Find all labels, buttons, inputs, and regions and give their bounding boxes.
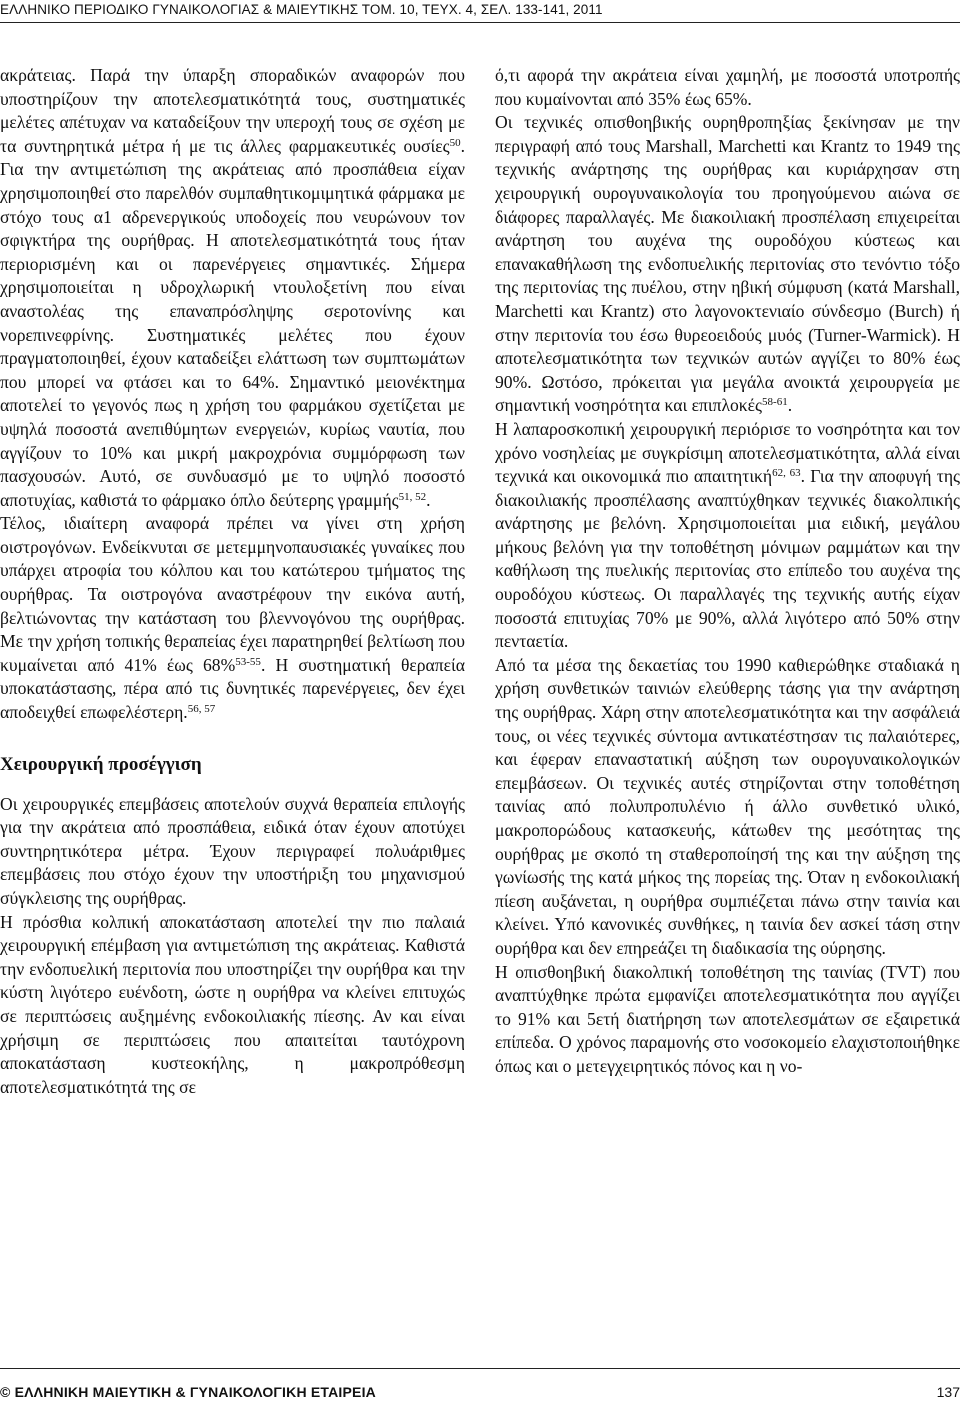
paragraph: Η οπισθοηβική διακολπική τοποθέτηση της ταινίας (TVT) που αναπτύχθηκε πρώτα εμφανίζει αποτελεσματικότητα που αγγίζει το 91% και 5ετή διατήρηση των αποτελεσμάτων σε εξαιρετικά επίπεδα. Ο χρόνος παραμονής στο νοσοκομείο ελαχιστοποιήθηκε όπως και ο μετεγχειρητικός πόνος και η νο- <box>495 961 960 1076</box>
paragraph: Τέλος, ιδιαίτερη αναφορά πρέπει να γίνει στη χρήση οιστρογόνων. Ενδείκνυται σε μετεμμηνοπαυσιακές γυναίκες που υπάρχει ατροφία του κόλπου και του κατώτερου τμήματος της ουρήθρας. Τα οιστρογόνα αναστρέφουν την εικόνα αυτή, βελτιώνοντας την κατάσταση του βλεννογόνου της ουρήθρας. Με την χρήση τοπικής θεραπείας έχει παρατηρηθεί βελτίωση που κυμαίνεται από 41% έως 68%$^{53-55}$. Η συστηματική θεραπεία υποκατάστασης, πέρα από τις δυνητικές παρενέργειες, δεν έχει αποδειχθεί επωφελέστερη.$^{56, 57}$ <box>0 513 465 723</box>
footer-society: © ΕΛΛΗΝΙΚΗ ΜΑΙΕΥΤΙΚΗ & ΓΥΝΑΙΚΟΛΟΓΙΚΗ ΕΤΑΙΡΕΙΑ <box>0 1384 376 1400</box>
paragraph: ακράτειας. Παρά την ύπαρξη σποραδικών αναφορών που υποστηρίζουν την αποτελεσματικότητά τους, συστηματικές μελέτες απέτυχαν να καταδείξουν την υπεροχή τους σε σχέση με τα συντηρητικά μέτρα ή με τις άλλες φαρμακευτικές ουσίες$^{50}$. Για την αντιμετώπιση της ακράτειας από προσπάθεια είχαν χρησιμοποιηθεί στο παρελθόν συμπαθητικομιμητικά φάρμακα με στόχο τους α1 αδρενεργικούς υποδοχείς που νευρώνουν τον σφιγκτήρα της ουρήθρας. Η αποτελεσματικότητά τους ήταν περιορισμένη και οι παρενέργειες σημαντικές. Σήμερα χρησιμοποιείται η υδροχλωρική ντουλοξετίνη που είναι αναστολέας της επαναπρόσληψης σεροτονίνης και νορεπινεφρίνης. Συστηματικές μελέτες που έχουν πραγματοποιηθεί, έχουν καταδείξει ελάττωση των συμπτωμάτων που μπορεί να φτάσει και το 64%. Σημαντικό μειονέκτημα αποτελεί το γεγονός πως η χρήση του φαρμάκου σχετίζεται με υψηλά ποσοστά ανεπιθύμητων ενεργειών, κυρίως ναυτία, που αγγίζουν το 10% και μικρή μακροχρόνια συμμόρφωση των πασχουσών. Αυτό, σε συνδυασμό με το υψηλό ποσοστό αποτυχίας, καθιστά το φάρμακο όπλο δεύτερης γραμμής$^{51, 52}$. <box>0 65 465 510</box>
section-heading: Χειρουργική προσέγγιση <box>0 753 202 775</box>
citation: 50 <box>449 136 461 149</box>
right-column <box>495 64 960 1079</box>
paragraph: Η πρόσθια κολπική αποκατάσταση αποτελεί την πιο παλαιά χειρουργική επέμβαση για αντιμετώπιση της ακράτειας. Καθιστά την ενδοπυελική περιτονία που υποστηρίζει την ουρήθρα και την κύστη λιγότερο ευένδοτη, ώστε η ουρήθρα να κλείνει επιτυχώς σε περιπτώσεις αυξημένης ενδοκοιλιακής πίεσης. Αν και είναι χρήσιμη σε περιπτώσεις που απαιτείται ταυτόχρονη αποκατάσταση κυστεοκήλης, η μακροπρόθεσμη αποτελεσματικότητά της σε <box>0 911 465 1097</box>
paragraph: Η λαπαροσκοπική χειρουργική περιόρισε το νοσηρότητα και τον χρόνο νοσηλείας με συγκρίσιμη αποτελεσματικότητα, αλλά είναι τεχνικά και οικονομικά πιο απαιτητική$^{62, 63}$. Για την αποφυγή της διακοιλιακής προσπέλασης αναπτύχθηκαν τεχνικές διακολπικής ανάρτησης με βελόνη. Χρησιμοποιείται μια ειδική, μεγάλου μήκους βελόνη για την τοποθέτηση μόνιμων ραμμάτων και την καθήλωση της πυελικής περιτονίας στο επίπεδο του αυχένα της ουροδόχου κύστεως. Οι παραλλαγές της τεχνικής αυτής είχαν ποσοστά επιτυχίας 70% με 90%, αλλά λιγότερο από 50% στην πενταετία. <box>495 418 960 652</box>
paragraph: Οι τεχνικές οπισθοηβικής ουρηθροπηξίας ξεκίνησαν με την περιγραφή από τους Marshall, Marchetti και Krantz το 1949 της τεχνικής ανάρτησης της ουρήθρας και κυριάρχησαν στη χειρουργική ουρογυναικολογία του προηγούμενου αιώνα σε διάφορες παραλλαγές. Με διακοιλιακή προσπέλαση επιχειρείται ανάρτηση του αυχένα της ουροδόχου κύστεως και επανακαθήλωση της ενδοπυελικής περιτονίας στο τενόντιο τόξο της περιτονίας της πυέλου, στην ηβική σύμφυση (κατά Marshall, Marchetti και Krantz) στο λαγονοκτενιαίο σύνδεσμο (Burch) ή στην περιτονία του έσω θυρεοειδούς μυός (Turner-Warmick). Η αποτελεσματικότητα των τεχνικών αυτών αγγίζει το 80% έως 90%. Ωστόσο, πρόκειται για μεγάλα ανοικτά χειρουργεία με σημαντική νοσηρότητα και επιπλοκές$^{58-61}$. <box>495 112 960 416</box>
citation: 53-55 <box>235 655 261 668</box>
paragraph: Οι χειρουργικές επεμβάσεις αποτελούν συχνά θεραπεία επιλογής για την ακράτεια από προσπάθεια, ειδικά όταν έχουν αποτύχει συντηρητικότερα μέτρα. Έχουν περιγραφεί πολυάριθμες επεμβάσεις που στόχο έχουν την υποστήριξη του μηχανισμού σύγκλεισης της ουρήθρας. <box>0 793 465 908</box>
citation: 56, 57 <box>187 703 216 716</box>
footer-rule <box>0 1368 960 1369</box>
page-number: 137 <box>936 1384 960 1400</box>
left-column <box>0 64 465 1099</box>
citation: 51, 52 <box>398 490 427 503</box>
paragraph: ό,τι αφορά την ακράτεια είναι χαμηλή, με ποσοστά υποτροπής που κυμαίνονται από 35% έως 65%. <box>495 65 960 109</box>
paragraph: Από τα μέσα της δεκαετίας του 1990 καθιερώθηκε σταδιακά η χρήση συνθετικών ταινιών ελεύθερης τάσης για την ανάρτηση της ουρήθρας. Χάρη στην αποτελεσματικότητα και την ασφάλειά τους, οι νέες τεχνικές σύντομα αντικατέστησαν τις παλαιότερες, και έφεραν επαναστατική αύξηση των ουρογυναικολογικών επεμβάσεων. Οι τεχνικές αυτές στηρίζονται στην τοποθέτηση ταινίας από πολυπροπυλένιο ή άλλο συνθετικό υλικό, μακροπορώδους κατασκευής, κάτωθεν της μεσότητας της ουρήθρας με σκοπό τη σταθεροποίησή της και την αύξηση της γωνίωσής της κατά μήκος της πορείας της. Όταν η ενδοκοιλιακή πίεση αυξάνεται, η ουρήθρα συμπιέζεται πάνω στην ταινία και κλείνει. Υπό κανονικές συνθήκες, η ταινία δεν ασκεί τάση στην ουρήθρα και δεν επηρεάζει τη διαδικασία της ούρησης. <box>495 654 960 958</box>
citation: 58-61 <box>762 396 788 409</box>
header-rule <box>0 22 960 23</box>
running-header: ΕΛΛΗΝΙΚΟ ΠΕΡΙΟΔΙΚΟ ΓΥΝΑΙΚΟΛΟΓΙΑΣ & ΜΑΙΕΥΤΙΚΗΣ ΤΟΜ. 10, ΤΕΥΧ. 4, ΣΕΛ. 133-141, 2011 <box>0 2 603 17</box>
citation: 62, 63 <box>772 467 801 480</box>
